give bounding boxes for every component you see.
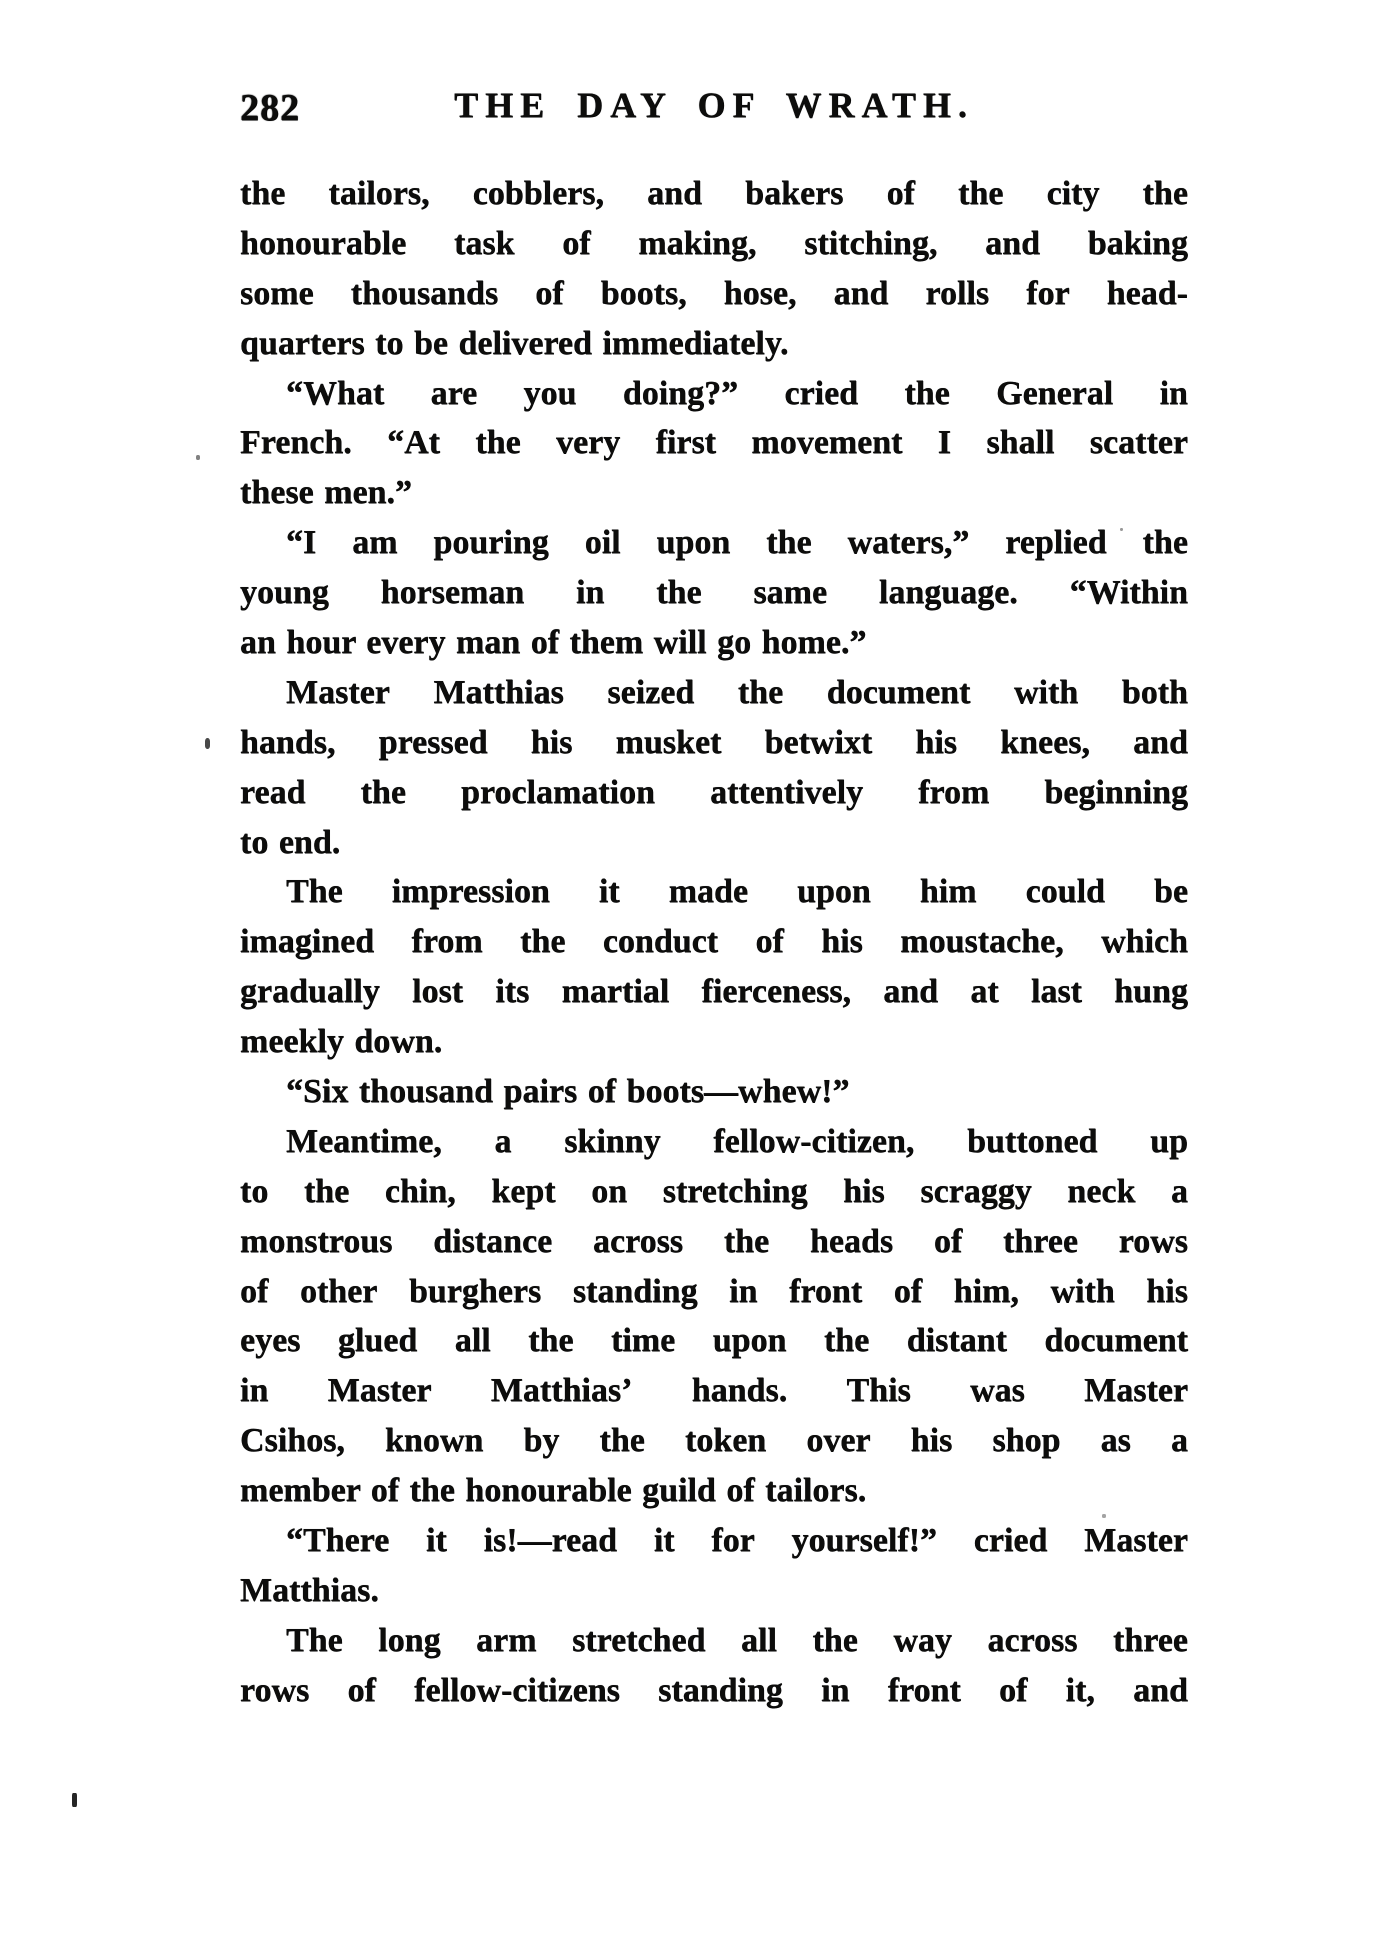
word: the xyxy=(766,524,812,562)
text-line xyxy=(240,1516,1188,1566)
word: standing xyxy=(572,1272,698,1310)
word: replied xyxy=(1005,524,1107,562)
word: cobblers, xyxy=(472,175,604,212)
word: head- xyxy=(1106,274,1188,312)
word: glued xyxy=(337,1322,418,1360)
word: horseman xyxy=(380,574,525,612)
scan-speck xyxy=(1120,528,1123,531)
word: am xyxy=(352,524,398,562)
text-line xyxy=(240,568,1188,618)
word: stretching xyxy=(662,1172,808,1210)
word: proclamation xyxy=(461,773,655,811)
word: “What xyxy=(286,374,385,412)
word: for xyxy=(1026,274,1070,312)
word: the xyxy=(520,923,566,961)
word: attentively xyxy=(710,773,864,811)
word: “At xyxy=(387,424,440,462)
word: moustache, xyxy=(900,923,1064,961)
word: imagined xyxy=(240,923,375,961)
text-line xyxy=(240,1416,1188,1466)
word: very xyxy=(556,424,621,462)
text-line xyxy=(240,369,1188,419)
word: of xyxy=(240,1272,269,1310)
word: as xyxy=(1100,1422,1131,1460)
word: the xyxy=(360,773,406,811)
word: boots, xyxy=(600,274,687,312)
text-line xyxy=(240,718,1188,768)
word: by xyxy=(523,1422,560,1460)
scan-speck xyxy=(72,1793,77,1807)
word: of xyxy=(893,1272,923,1310)
word: pouring xyxy=(433,524,549,562)
word: baking xyxy=(1087,224,1188,262)
text-line xyxy=(240,219,1188,269)
word: knees, xyxy=(1000,723,1090,761)
word: fierceness, xyxy=(701,973,851,1011)
word: you xyxy=(523,374,577,412)
word: long xyxy=(378,1621,441,1659)
word: him, xyxy=(953,1272,1019,1310)
word: both xyxy=(1121,673,1188,711)
word: “Within xyxy=(1069,574,1188,612)
word: beginning xyxy=(1044,773,1188,811)
word: in xyxy=(821,1671,850,1709)
word: in xyxy=(1159,374,1188,412)
word: and xyxy=(1133,1671,1188,1709)
text-line: to end. xyxy=(240,823,341,861)
word: some xyxy=(240,274,314,312)
word: all xyxy=(741,1621,777,1659)
word: from xyxy=(918,773,990,811)
text-line: Matthias. xyxy=(240,1571,379,1609)
word: the xyxy=(812,1621,858,1659)
word: burghers xyxy=(408,1272,542,1310)
word: betwixt xyxy=(764,723,873,761)
word: fellow-citizens xyxy=(414,1671,620,1709)
word: Matthias’ xyxy=(490,1372,633,1410)
word: the xyxy=(528,1322,574,1360)
page-header xyxy=(240,84,1188,128)
word: honourable xyxy=(240,224,407,262)
word: first xyxy=(655,424,717,462)
word: of xyxy=(347,1671,376,1709)
word: rolls xyxy=(925,274,990,312)
word: his xyxy=(530,723,573,761)
word: could xyxy=(1025,873,1105,911)
word: upon xyxy=(712,1322,787,1360)
text-line xyxy=(240,668,1188,718)
word: task xyxy=(454,224,515,262)
text-line xyxy=(240,1267,1188,1317)
scan-speck xyxy=(1102,1514,1106,1518)
word: stretched xyxy=(572,1621,706,1659)
word: neck xyxy=(1067,1172,1136,1210)
word: upon xyxy=(656,524,731,562)
word: city xyxy=(1046,175,1100,212)
word: him xyxy=(919,873,977,911)
text-line: quarters to be delivered immediately. xyxy=(240,324,789,362)
word: a xyxy=(494,1122,512,1160)
word: and xyxy=(1133,723,1188,761)
word: known xyxy=(385,1422,484,1460)
word: heads xyxy=(809,1222,894,1260)
word: impression xyxy=(391,873,550,911)
word: time xyxy=(611,1322,676,1360)
page-number: 282 xyxy=(240,87,300,129)
word: on xyxy=(591,1172,628,1210)
text-line xyxy=(240,1616,1188,1666)
scan-speck xyxy=(196,455,200,460)
word: waters,” xyxy=(847,524,970,562)
word: and xyxy=(647,175,702,212)
text-line xyxy=(240,518,1188,568)
word: way xyxy=(893,1621,952,1659)
word: hands. xyxy=(691,1372,788,1410)
text-line: member of the honourable guild of tailors. xyxy=(240,1472,867,1510)
text-line xyxy=(240,1366,1188,1416)
word: the xyxy=(723,1222,770,1260)
text-line xyxy=(240,768,1188,818)
word: distant xyxy=(906,1322,1007,1360)
word: a xyxy=(1170,1422,1188,1460)
word: with xyxy=(1013,673,1079,711)
word: of xyxy=(562,224,591,262)
word: up xyxy=(1150,1122,1188,1160)
word: his xyxy=(1146,1272,1188,1310)
word: distance xyxy=(433,1222,553,1260)
word: of xyxy=(999,1671,1028,1709)
word: document xyxy=(1044,1322,1188,1360)
word: conduct xyxy=(602,923,719,961)
word: chin, xyxy=(384,1172,456,1210)
word: Master xyxy=(1084,1372,1188,1410)
word: made xyxy=(668,873,749,911)
text-line xyxy=(240,169,1188,219)
word: French. xyxy=(240,424,352,462)
word: document xyxy=(826,673,971,711)
text-line xyxy=(240,1316,1188,1366)
word: The xyxy=(286,873,343,911)
word: General xyxy=(996,374,1114,412)
word: its xyxy=(495,973,530,1011)
word: cried xyxy=(973,1522,1048,1560)
word: his xyxy=(910,1422,953,1460)
word: his xyxy=(843,1172,885,1210)
word: language. xyxy=(878,574,1018,612)
text-line xyxy=(240,418,1188,468)
word: for xyxy=(711,1522,755,1560)
word: fellow-citizen, xyxy=(713,1122,915,1160)
word: I xyxy=(937,424,952,462)
word: yourself!” xyxy=(791,1522,937,1560)
word: Master xyxy=(1084,1522,1188,1560)
text-line: meekly down. xyxy=(240,1023,443,1061)
text-line xyxy=(240,1217,1188,1267)
word: “I xyxy=(286,524,317,562)
text-line xyxy=(240,1117,1188,1167)
word: it, xyxy=(1065,1671,1095,1709)
word: tailors, xyxy=(328,175,430,212)
word: in xyxy=(240,1372,269,1410)
word: same xyxy=(753,574,828,612)
word: a xyxy=(1170,1172,1188,1210)
word: arm xyxy=(476,1621,537,1659)
word: scraggy xyxy=(920,1172,1032,1210)
text-line xyxy=(240,917,1188,967)
word: three xyxy=(1003,1222,1078,1260)
word: it xyxy=(426,1522,447,1560)
word: token xyxy=(684,1422,767,1460)
word: to xyxy=(240,1172,269,1210)
word: This xyxy=(846,1372,911,1410)
word: the xyxy=(599,1422,645,1460)
word: front xyxy=(887,1671,961,1709)
text-line xyxy=(240,1167,1188,1217)
word: other xyxy=(299,1272,378,1310)
word: rows xyxy=(240,1671,310,1709)
word: over xyxy=(806,1422,871,1460)
word: monstrous xyxy=(240,1222,393,1260)
word: oil xyxy=(584,524,621,562)
word: of xyxy=(933,1222,963,1260)
word: upon xyxy=(797,873,871,911)
word: and xyxy=(883,973,939,1011)
text-line xyxy=(240,269,1188,319)
word: skinny xyxy=(564,1122,661,1160)
word: lost xyxy=(412,973,464,1011)
word: the xyxy=(958,175,1004,212)
word: with xyxy=(1050,1272,1115,1310)
text-line xyxy=(240,1666,1188,1716)
word: hands, xyxy=(240,723,336,761)
word: of xyxy=(535,274,564,312)
word: young xyxy=(240,574,329,612)
word: the xyxy=(823,1322,870,1360)
word: the xyxy=(475,424,521,462)
running-title: THE DAY OF WRATH. xyxy=(454,85,974,125)
word: the xyxy=(656,574,702,612)
word: be xyxy=(1153,873,1188,911)
word: all xyxy=(454,1322,491,1360)
word: stitching, xyxy=(804,224,938,262)
word: the xyxy=(737,673,784,711)
word: the xyxy=(904,374,950,412)
word: making, xyxy=(638,224,757,262)
word: scatter xyxy=(1089,424,1188,462)
word: his xyxy=(915,723,957,761)
text-line xyxy=(240,967,1188,1017)
text-line xyxy=(240,867,1188,917)
word: hose, xyxy=(723,274,797,312)
word: three xyxy=(1113,1621,1188,1659)
word: Matthias xyxy=(433,673,564,711)
word: standing xyxy=(658,1671,783,1709)
word: and xyxy=(833,274,889,312)
word: shop xyxy=(992,1422,1061,1460)
word: Master xyxy=(286,673,390,711)
word: Master xyxy=(327,1372,432,1410)
word: Csihos, xyxy=(240,1422,345,1460)
word: hung xyxy=(1114,973,1188,1011)
word: thousands xyxy=(350,274,499,312)
text-line: “Six thousand pairs of boots—whew!” xyxy=(286,1073,850,1111)
word: in xyxy=(576,574,605,612)
word: eyes xyxy=(240,1322,301,1360)
word: the xyxy=(1142,524,1188,562)
word: across xyxy=(593,1222,684,1260)
word: which xyxy=(1101,923,1188,961)
word: rows xyxy=(1118,1222,1188,1260)
word: doing?” xyxy=(622,374,739,412)
word: in xyxy=(729,1272,758,1310)
body-text xyxy=(240,169,1188,1716)
word: gradually xyxy=(240,973,380,1011)
word: the xyxy=(303,1172,350,1210)
word: cried xyxy=(784,374,859,412)
word: of xyxy=(886,175,915,212)
word: at xyxy=(970,973,999,1011)
word: Meantime, xyxy=(286,1122,442,1160)
word: bakers xyxy=(745,175,844,212)
word: martial xyxy=(561,973,670,1011)
text-line: these men.” xyxy=(240,474,412,512)
word: the xyxy=(1142,175,1188,212)
scan-speck xyxy=(205,738,210,749)
text-line: an hour every man of them will go home.” xyxy=(240,624,867,662)
word: of xyxy=(755,923,784,961)
word: are xyxy=(430,374,478,412)
word: kept xyxy=(491,1172,556,1210)
word: The xyxy=(286,1621,343,1659)
word: movement xyxy=(751,424,903,462)
word: front xyxy=(789,1272,863,1310)
word: read xyxy=(240,773,306,811)
word: his xyxy=(821,923,863,961)
word: from xyxy=(411,923,483,961)
word: buttoned xyxy=(967,1122,1098,1160)
word: was xyxy=(970,1372,1025,1410)
word: it xyxy=(653,1522,675,1560)
word: it xyxy=(598,873,620,911)
word: the xyxy=(240,175,286,212)
word: is!—read xyxy=(483,1522,618,1560)
word: and xyxy=(985,224,1040,262)
word: “There xyxy=(286,1522,390,1560)
word: last xyxy=(1030,973,1082,1011)
word: pressed xyxy=(378,723,488,761)
word: across xyxy=(987,1621,1078,1659)
word: musket xyxy=(615,723,722,761)
word: seized xyxy=(607,673,695,711)
word: shall xyxy=(986,424,1055,462)
